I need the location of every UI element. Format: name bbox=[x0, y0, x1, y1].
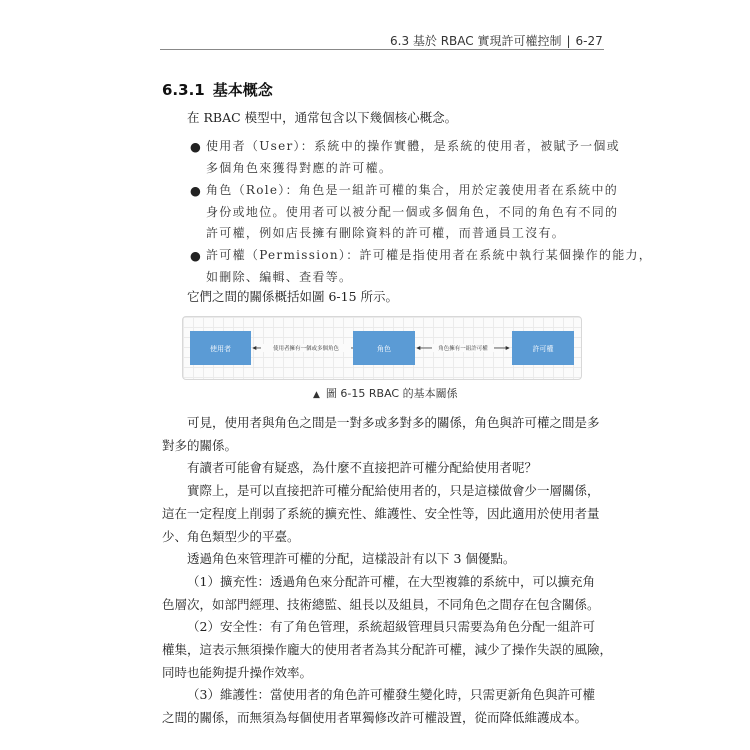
bullet-line: 許可權，例如店長擁有刪除資料的許可權，而普通員工沒有。 bbox=[206, 226, 566, 241]
node-user-label: 使用者 bbox=[210, 345, 231, 353]
paragraph-line: 之間的關係，而無須為每個使用者單獨修改許可權設置，從而降低維護成本。 bbox=[162, 710, 588, 726]
edge-label-role-permission: 角色擁有一組許可權 bbox=[438, 346, 488, 352]
bullet-line: 如刪除、編輯、查看等。 bbox=[206, 269, 353, 284]
bullet-line: 多個角色來獲得對應的許可權。 bbox=[206, 160, 393, 175]
header-rule bbox=[160, 49, 604, 50]
figure-intro: 它們之間的關係概括如圖 6-15 所示。 bbox=[187, 289, 399, 304]
paragraph-line: 有讀者可能會有疑惑，為什麼不直接把許可權分配給使用者呢？ bbox=[187, 460, 538, 476]
paragraph-line: （3）維護性：當使用者的角色許可權發生變化時，只需更新角色與許可權 bbox=[187, 687, 595, 703]
node-permission-label: 許可權 bbox=[532, 345, 554, 353]
rbac-diagram bbox=[182, 316, 582, 380]
caption-triangle-icon: ▲ bbox=[313, 390, 320, 400]
section-number: 6.3.1 bbox=[162, 81, 205, 99]
bullet-dot: ● bbox=[190, 248, 201, 263]
paragraph-line: 這在一定程度上削弱了系統的擴充性、維護性、安全性等，因此適用於使用者量 bbox=[162, 505, 600, 521]
paragraph-line: 可見，使用者與角色之間是一對多或多對多的關係，角色與許可權之間是多 bbox=[187, 415, 600, 430]
node-role-label: 角色 bbox=[377, 345, 391, 353]
paragraph-line: 色層次，如部門經理、技術總監、組長以及組員，不同角色之間存在包含關係。 bbox=[162, 596, 600, 612]
running-header bbox=[390, 32, 602, 49]
section-heading: 基本概念 bbox=[212, 81, 273, 99]
caption-text: 圖 6-15 RBAC 的基本關係 bbox=[325, 387, 458, 400]
paragraph-line: 少、角色類型少的平臺。 bbox=[162, 528, 300, 544]
paragraph-line: （1）擴充性：透過角色來分配許可權，在大型複雜的系統中，可以擴充角 bbox=[187, 573, 595, 589]
header-section: 6.3 基於 RBAC 實現許可權控制 bbox=[390, 34, 562, 48]
paragraph-line: 實際上，是可以直接把許可權分配給使用者的，只是這樣做會少一層關係， bbox=[187, 483, 600, 499]
paragraph-line: 同時也能夠提升操作效率。 bbox=[162, 664, 313, 680]
paragraph-line: 透過角色來管理許可權的分配，這樣設計有以下 3 個優點。 bbox=[187, 551, 516, 567]
bullet-line: 使用者（User）：系統中的操作實體，是系統的使用者，被賦予一個或 bbox=[206, 139, 621, 153]
bullet-dot: ● bbox=[190, 183, 201, 198]
intro-paragraph: 在 RBAC 模型中，通常包含以下幾個核心概念。 bbox=[187, 110, 458, 125]
bullet-line: 許可權（Permission）：許可權是指使用者在系統中執行某個操作的能力， bbox=[206, 248, 653, 262]
header-page-number: 6-27 bbox=[575, 34, 603, 48]
edge-label-user-role: 使用者擁有一個或多個角色 bbox=[272, 346, 340, 352]
section-title bbox=[162, 79, 273, 100]
header-separator: | bbox=[566, 34, 571, 48]
figure-caption bbox=[313, 385, 458, 401]
paragraph-line: 權集，這表示無須操作龐大的使用者者為其分配許可權，減少了操作失誤的風險， bbox=[162, 642, 613, 657]
bullet-line: 身份或地位。使用者可以被分配一個或多個角色，不同的角色有不同的 bbox=[206, 204, 619, 219]
paragraph-line: （2）安全性：有了角色管理，系統超級管理員只需要為角色分配一組許可 bbox=[187, 619, 595, 635]
bullet-dot: ● bbox=[190, 139, 201, 154]
bullet-line: 角色（Role）：角色是一組許可權的集合，用於定義使用者在系統中的 bbox=[206, 183, 619, 197]
paragraph-line: 對多的關係。 bbox=[162, 437, 238, 453]
rbac-diagram-svg bbox=[183, 317, 581, 379]
